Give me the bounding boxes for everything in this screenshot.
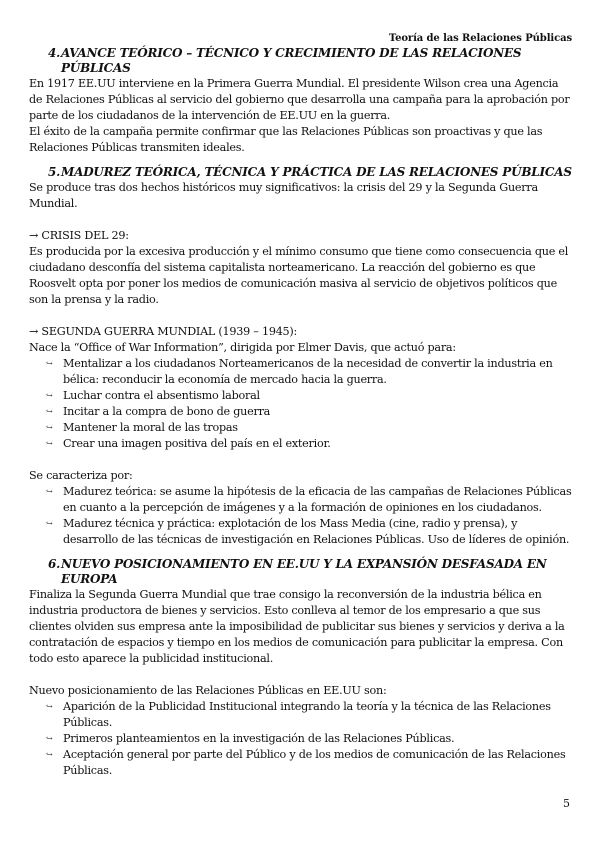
list-item: ↪ Primeros planteamientos en la investigación de las Relaciones Públicas.	[46, 732, 455, 745]
arrow-bullet-icon: ↪	[46, 439, 53, 448]
arrow-bullet-icon: ↪	[46, 359, 53, 368]
crisis-29-label: → CRISIS DEL 29:	[29, 229, 129, 242]
section-4-heading	[29, 46, 574, 76]
list-item: ↪ Madurez técnica y práctica: explotación de los Mass Media (cine, radio y prensa), y desarrollo de las técnicas de investigación en Relaciones Públicas. Uso de líderes de opinión.	[46, 517, 570, 546]
list-item: ↪ Mantener la moral de las tropas	[46, 421, 238, 434]
new-positioning-list	[29, 699, 574, 779]
arrow-bullet-icon: ↪	[46, 407, 53, 416]
ww2-intro: Nace la “Office of War Information”, dirigida por Elmer Davis, que actuó para:	[29, 341, 456, 354]
section-5-number: 5.	[48, 165, 61, 179]
characteristics-list	[29, 484, 574, 548]
arrow-bullet-icon: ↪	[46, 519, 53, 528]
list-item: ↪ Luchar contra el absentismo laboral	[46, 389, 260, 402]
list-item: ↪ Crear una imagen positiva del país en el exterior.	[46, 437, 331, 450]
section-6-list-intro: Nuevo posicionamiento de las Relaciones Públicas en EE.UU son:	[29, 684, 387, 697]
arrow-bullet-icon: ↪	[46, 423, 53, 432]
arrow-bullet-icon: ↪	[46, 750, 53, 759]
section-6-number: 6.	[48, 557, 61, 571]
list-item: ↪ Madurez teórica: se asume la hipótesis de la eficacia de las campañas de Relaciones Públicas en cuanto a la percepción de imágenes y a la formación de opiniones en los ciudadanos.	[46, 485, 572, 514]
section-5-heading	[29, 165, 574, 180]
list-item: ↪ Aceptación general por parte del Público y de los medios de comunicación de las Relaciones Públicas.	[46, 748, 566, 777]
characteristics-intro: Se caracteriza por:	[29, 469, 133, 482]
section-6-heading	[29, 557, 574, 587]
list-item: ↪ Mentalizar a los ciudadanos Norteamericanos de la necesidad de convertir la industria en bélica: reconducir la economía de mercado hacia la guerra.	[46, 357, 553, 386]
list-item: ↪ Incitar a la compra de bono de guerra	[46, 405, 271, 418]
section-6-title: NUEVO POSICIONAMIENTO EN EE.UU Y LA EXPANSIÓN DESFASADA EN EUROPA	[61, 557, 547, 586]
arrow-bullet-icon: ↪	[46, 702, 53, 711]
section-4-number: 4.	[48, 46, 61, 60]
section-4-paragraph-2: El éxito de la campaña permite confirmar que las Relaciones Públicas son proactivas y que las Relaciones Públicas transmiten ideales.	[29, 125, 543, 154]
owi-actions-list	[29, 356, 574, 452]
list-item: ↪ Aparición de la Publicidad Institucional integrando la teoría y la técnica de las Relaciones Públicas.	[46, 700, 551, 729]
page-content	[29, 46, 574, 779]
section-6-paragraph: Finaliza la Segunda Guerra Mundial que trae consigo la reconversión de la industria bélica en industria productora de bienes y servicios. Esto conlleva al temor de los empresario a que sus clientes olviden sus empresa ante la imposibilidad de publicitar sus bienes y servicios y deriva a la contratación de espacios y tiempo en los medios de comunicación para publicitar la empresa. Con todo esto aparece la publicidad institucional.	[29, 588, 565, 665]
arrow-bullet-icon: ↪	[46, 391, 53, 400]
arrow-bullet-icon: ↪	[46, 487, 53, 496]
section-5-intro: Se produce tras dos hechos históricos muy significativos: la crisis del 29 y la Segunda Guerra Mundial.	[29, 181, 538, 210]
section-4-paragraph-1: En 1917 EE.UU interviene en la Primera Guerra Mundial. El presidente Wilson crea una Agencia de Relaciones Públicas al servicio del gobierno que desarrolla una campaña para la aprobación por parte de los ciudadanos de la intervención de EE.UU en la guerra.	[29, 77, 570, 122]
arrow-bullet-icon: ↪	[46, 734, 53, 743]
running-header: Teoría de las Relaciones Públicas	[388, 33, 572, 44]
page-number: 5	[563, 797, 570, 810]
section-5-title: MADUREZ TEÓRICA, TÉCNICA Y PRÁCTICA DE LAS RELACIONES PÚBLICAS	[61, 165, 572, 179]
section-4-title: AVANCE TEÓRICO – TÉCNICO Y CRECIMIENTO DE LAS RELACIONES PÚBLICAS	[61, 46, 522, 75]
ww2-label: → SEGUNDA GUERRA MUNDIAL (1939 – 1945):	[29, 325, 298, 338]
crisis-29-text: Es producida por la excesiva producción y el mínimo consumo que tiene como consecuencia que el ciudadano desconfía del sistema capitalista norteamericano. La reacción del gobierno es que Roosvelt opta por poner los medios de comunicación masiva al servicio de objetivos políticos que son la prensa y la radio.	[29, 245, 569, 306]
